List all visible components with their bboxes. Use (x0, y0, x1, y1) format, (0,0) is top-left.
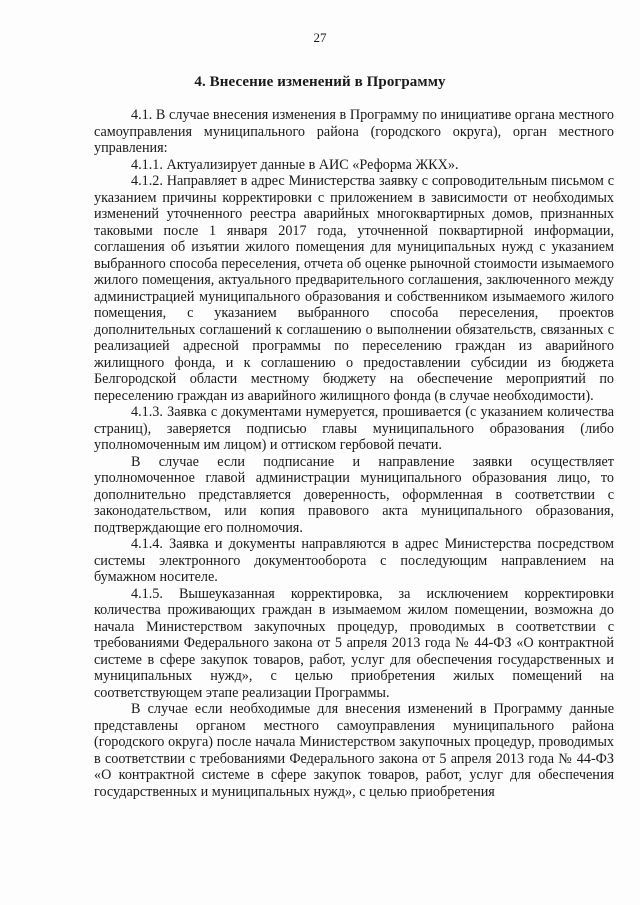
paragraph-4-1-1: 4.1.1. Актуализирует данные в АИС «Реформа ЖКХ». (131, 156, 459, 173)
paragraph-4-1-2: 4.1.2. Направляет в адрес Министерства заявку с сопроводительным письмом с указанием причины корректировки с приложением в зависимости от необходимых изменений уточненного реестра аварийных многоквартирных домов, признанных таковыми после 1 января 2017 года, уточненной поквартирной информации, соглашения об изъятии жилого помещения для муниципальных нужд с указанием выбранного способа переселения, отчета об оценке рыночной стоимости изымаемого жилого помещения, актуального предварительного соглашения, заключенного между администрацией муниципального образования и собственником изымаемого жилого помещения, с указанием выбранного способа переселения, проектов дополнительных соглашений к соглашению о выполнении обязательств, связанных с реализацией адресной программы по переселению граждан из аварийного жилищного фонда, и к соглашению о предоставлении субсидии из бюджета Белгородской области местному бюджету на обеспечение мероприятий по переселению граждан из аварийного жилищного фонда (в случае необходимости). (94, 173, 614, 404)
paragraph-4-1: 4.1. В случае внесения изменения в Программу по инициативе органа местного самоуправления муниципального района (городского округа), орган местного управления: (94, 107, 614, 156)
paragraph-4-1-4: 4.1.4. Заявка и документы направляются в адрес Министерства посредством системы электронного документооборота с последующим направлением на бумажном носителе. (94, 536, 614, 585)
paragraph-4-1-5: 4.1.5. Вышеуказанная корректировка, за исключением корректировки количества проживающих граждан в изымаемом жилом помещении, возможна до начала Министерством закупочных процедур, проводимых в соответствии с требованиями Федерального закона от 5 апреля 2013 года № 44-ФЗ «О контрактной системе в сфере закупок товаров, работ, услуг для обеспечения государственных и муниципальных нужд», с целью приобретения жилых помещений на соответствующем этапе реализации Программы. (94, 585, 614, 701)
paragraph-after-procurement: В случае если необходимые для внесения изменений в Программу данные представлены органом местного самоуправления муниципального района (городского округа) после начала Министерством закупочных процедур, проводимых в соответствии с требованиями Федерального закона от 5 апреля 2013 года № 44-ФЗ «О контрактной системе в сфере закупок товаров, работ, услуг для обеспечения государственных и муниципальных нужд», с целью приобретения (94, 701, 614, 800)
document-body (94, 107, 614, 800)
paragraph-authorized-person: В случае если подписание и направление заявки осуществляет уполномоченное главой администрации муниципального образования лицо, то дополнительно представляется доверенность, оформленная в соответствии с законодательством, или копия правового акта муниципального образования, подтверждающие его полномочия. (94, 453, 614, 536)
section-title: 4. Внесение изменений в Программу (194, 74, 446, 90)
page-number: 27 (313, 30, 327, 45)
paragraph-4-1-3: 4.1.3. Заявка с документами нумеруется, прошивается (с указанием количества страниц), заверяется подписью главы муниципального образования (либо уполномоченным им лицом) и оттиском гербовой печати. (94, 404, 614, 453)
